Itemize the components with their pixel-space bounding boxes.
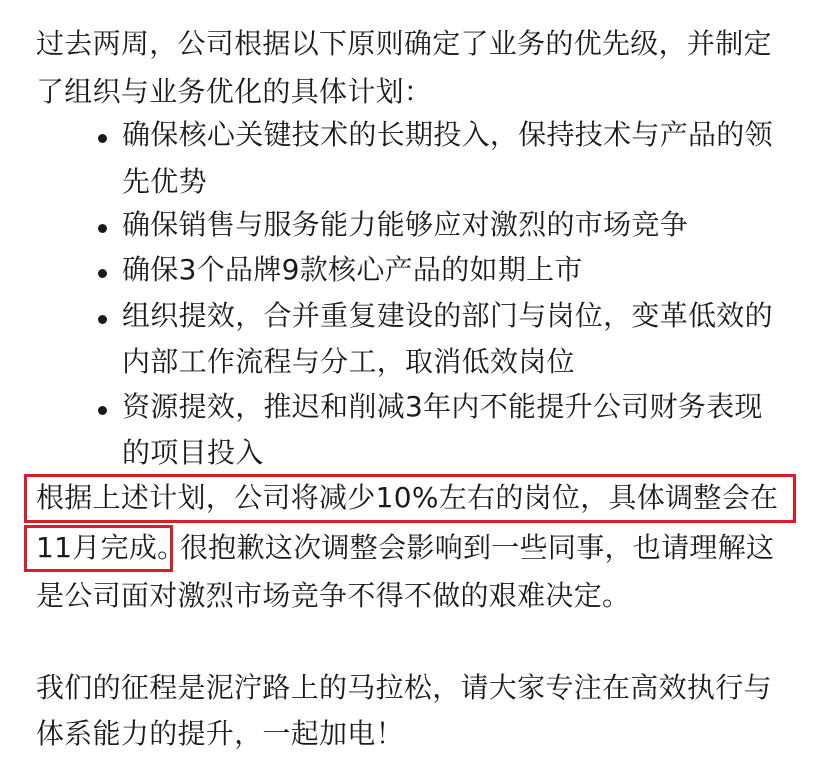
intro-line-2: 了组织与业务优化的具体计划： <box>36 75 433 108</box>
bullet-5-line-1: 资源提效，推迟和削减3年内不能提升公司财务表现 <box>122 390 763 423</box>
bullet-4-line-1: 组织提效，合并重复建设的部门与岗位，变革低效的 <box>122 299 773 332</box>
announcement-line-2-rest: 很抱歉这次调整会影响到一些同事，也请理解这 <box>180 531 775 564</box>
bullet-2-line-1: 确保销售与服务能力能够应对激烈的市场竞争 <box>122 208 689 241</box>
bullet-1-line-2: 先优势 <box>122 165 207 198</box>
bullet-3-line-1: 确保3个品牌9款核心产品的如期上市 <box>122 253 583 286</box>
closing-line-1: 我们的征程是泥泞路上的马拉松，请大家专注在高效执行与 <box>36 671 772 704</box>
bullet-dot-icon <box>98 406 107 415</box>
announcement-line-2-highlight: 11月完成。 <box>36 531 186 564</box>
bullet-dot-icon <box>98 224 107 233</box>
bullet-dot-icon <box>98 269 107 278</box>
announcement-line-1: 根据上述计划，公司将减少10%左右的岗位，具体调整会在 <box>36 481 779 514</box>
bullet-5-line-2: 的项目投入 <box>122 436 264 469</box>
closing-line-2: 体系能力的提升，一起加电！ <box>36 717 404 750</box>
bullet-dot-icon <box>98 134 107 143</box>
bullet-1-line-1: 确保核心关键技术的长期投入，保持技术与产品的领 <box>122 118 773 151</box>
bullet-dot-icon <box>98 315 107 324</box>
bullet-4-line-2: 内部工作流程与分工，取消低效岗位 <box>122 345 575 378</box>
intro-line-1: 过去两周，公司根据以下原则确定了业务的优先级，并制定 <box>36 27 772 60</box>
announcement-line-3: 是公司面对激烈市场竞争不得不做的艰难决定。 <box>36 579 631 612</box>
